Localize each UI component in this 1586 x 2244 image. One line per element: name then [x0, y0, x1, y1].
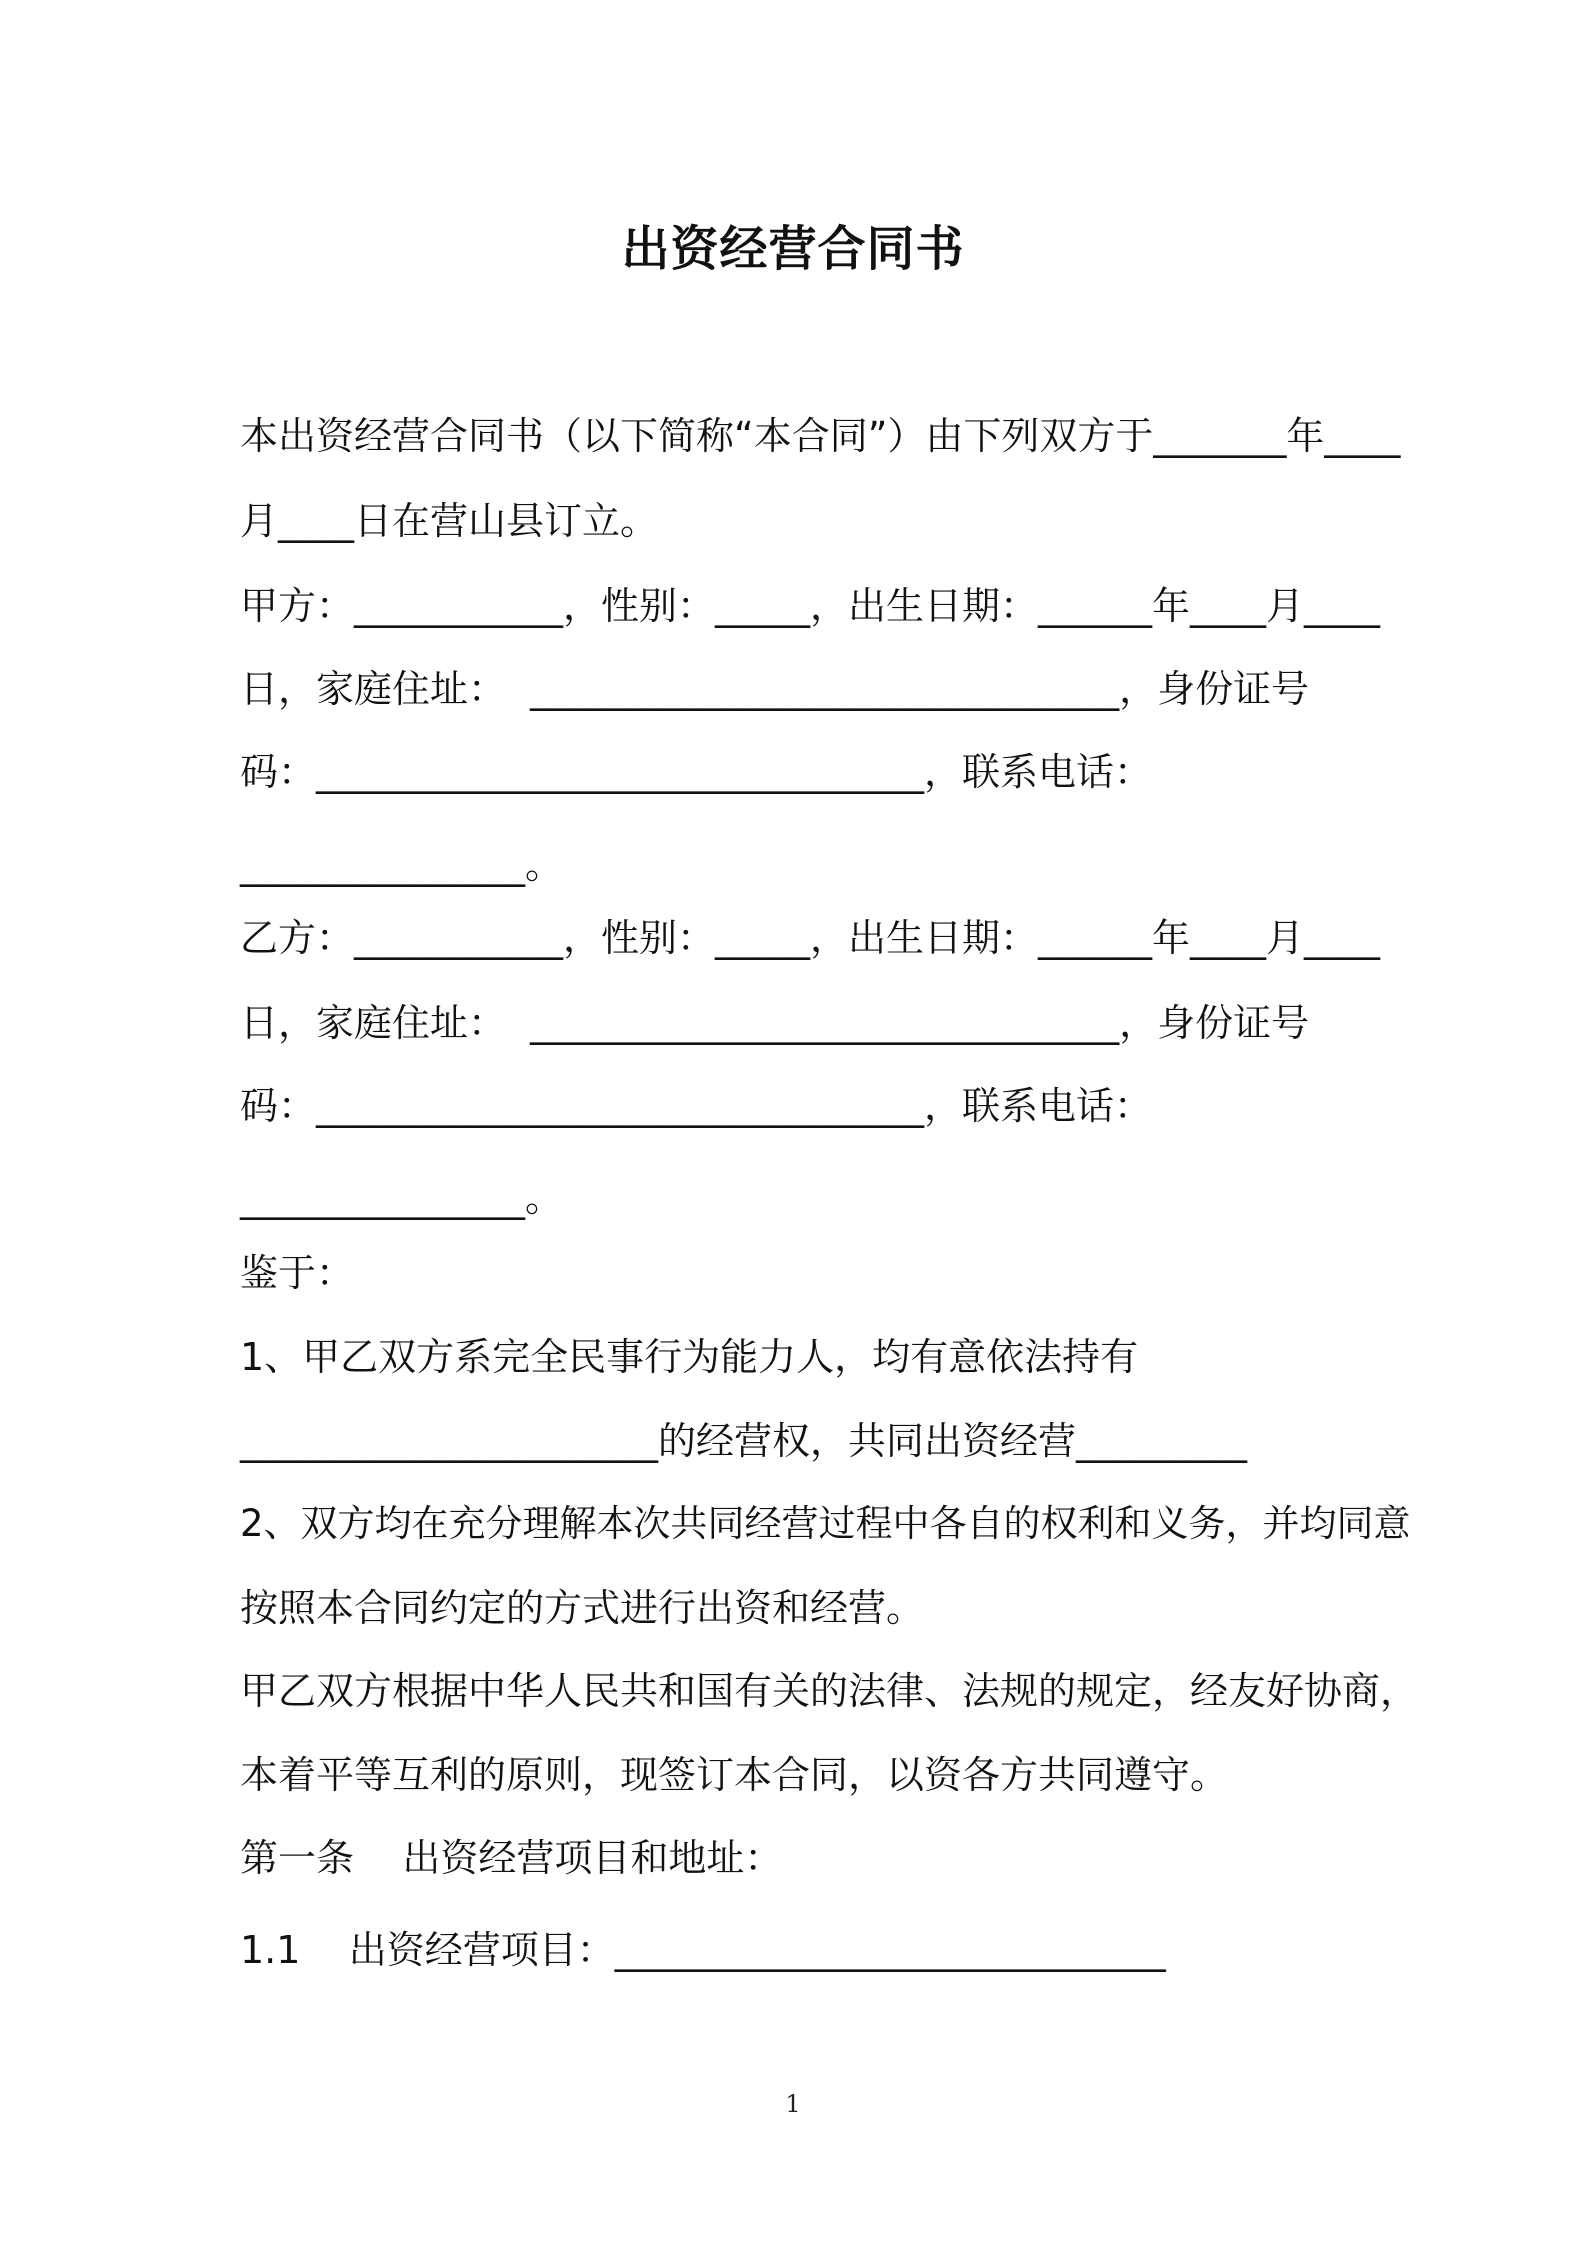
text-line-3: 甲方：___________，性别：_____，出生日期：______年____月____	[240, 584, 1381, 628]
text-line-12: 1、甲乙双方系完全民事行为能力人，均有意依法持有	[240, 1335, 1139, 1379]
text-line-8: 日，家庭住址： _______________________________，身份证号	[240, 1001, 1310, 1045]
text-line-6: _______________。	[240, 843, 564, 887]
text-line-14: 2、双方均在充分理解本次共同经营过程中各自的权利和义务，并均同意	[240, 1502, 1411, 1545]
page-number: 1	[785, 2090, 801, 2118]
text-line-10: _______________。	[240, 1176, 564, 1220]
text-line-19: 1.1 出资经营项目：_____________________________	[240, 1928, 1166, 1972]
text-line-16: 甲乙双方根据中华人民共和国有关的法律、法规的规定，经友好协商，	[240, 1669, 1419, 1713]
text-line-15: 按照本合同约定的方式进行出资和经营。	[240, 1586, 925, 1630]
text-line-13: ______________________的经营权，共同出资经营_________	[240, 1419, 1248, 1463]
text-line-2: 月____日在营山县订立。	[240, 499, 659, 543]
text-line-17: 本着平等互利的原则，现签订本合同，以资各方共同遵守。	[240, 1753, 1229, 1797]
text-line-11: 鉴于：	[240, 1251, 355, 1295]
text-line-18: 第一条 出资经营项目和地址：	[240, 1836, 783, 1880]
document-title: 出资经营合同书	[621, 221, 965, 277]
text-line-4: 日，家庭住址： _______________________________，身份证号	[240, 667, 1310, 711]
text-line-7: 乙方：___________，性别：_____，出生日期：______年____月____	[240, 916, 1381, 960]
text-line-1: 本出资经营合同书（以下简称“本合同”）由下列双方于_______年____	[240, 414, 1401, 458]
text-line-9: 码：________________________________，联系电话：	[240, 1084, 1153, 1128]
text-line-5: 码：________________________________，联系电话：	[240, 750, 1153, 794]
